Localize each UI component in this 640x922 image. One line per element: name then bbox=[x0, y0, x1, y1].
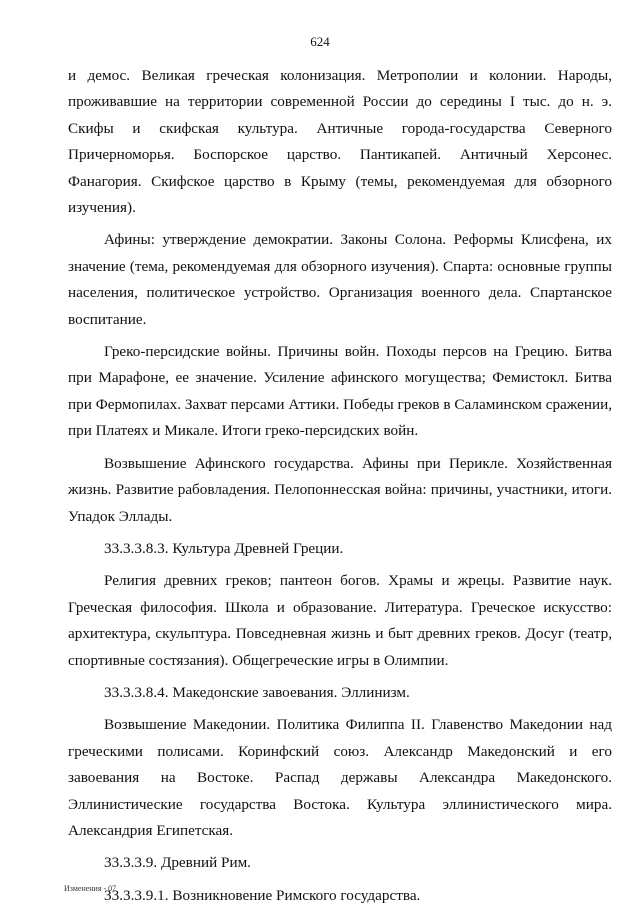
paragraph-2: Афины: утверждение демократии. Законы Солона. Реформы Клисфена, их значение (тема, рекомендуемая для обзорного изучения). Спарта: основные группы населения, политическое устройство. Организация военного дела. Спартанское воспитание. bbox=[68, 231, 612, 328]
paragraph-1: и демос. Великая греческая колонизация. Метрополии и колонии. Народы, проживавшие на территории современной России до середины I тыс. до н. э. Скифы и скифская культура. Античные города-государства Северного Причерноморья. Боспорское царство. Пантикапей. Античный Херсонес. Фанагория. Скифское царство в Крыму (темы, рекомендуемая для обзорного изучения). bbox=[68, 67, 612, 217]
paragraph-6: Религия древних греков; пантеон богов. Храмы и жрецы. Развитие наук. Греческая философия. Школа и образование. Литература. Греческое искусство: архитектура, скульптура. Повседневная жизнь и быт древних греков. Досуг (театр, спортивные состязания). Общегреческие игры в Олимпии. bbox=[68, 572, 612, 669]
section-heading-roman-state: 33.3.3.9.1. Возникновение Римского государства. bbox=[104, 886, 421, 904]
page-number: 624 bbox=[310, 34, 330, 49]
document-body bbox=[68, 63, 612, 915]
paragraph-8: Возвышение Македонии. Политика Филиппа II. Главенство Македонии над греческими полисами. Коринфский союз. Александр Македонский и его завоевания на Востоке. Распад державы Александра Македонского. Эллинистические государства Востока. Культура эллинистического мира. Александрия Египетская. bbox=[68, 716, 612, 839]
paragraph-3: Греко-персидские войны. Причины войн. Походы персов на Грецию. Битва при Марафоне, ее значение. Усиление афинского могущества; Фемистокл. Битва при Фермопилах. Захват персами Аттики. Победы греков в Саламинском сражении, при Платеях и Микале. Итоги греко-персидских войн. bbox=[68, 343, 612, 440]
footer-revision-note: Изменения - 07 bbox=[64, 884, 117, 893]
section-heading-ancient-rome: 33.3.3.9. Древний Рим. bbox=[104, 854, 251, 872]
section-heading-culture: 33.3.3.8.3. Культура Древней Греции. bbox=[104, 539, 344, 557]
section-heading-macedonian: 33.3.3.8.4. Македонские завоевания. Эллинизм. bbox=[104, 683, 410, 701]
paragraph-4: Возвышение Афинского государства. Афины при Перикле. Хозяйственная жизнь. Развитие рабовладения. Пелопоннесская война: причины, участники, итоги. Упадок Эллады. bbox=[68, 454, 612, 525]
